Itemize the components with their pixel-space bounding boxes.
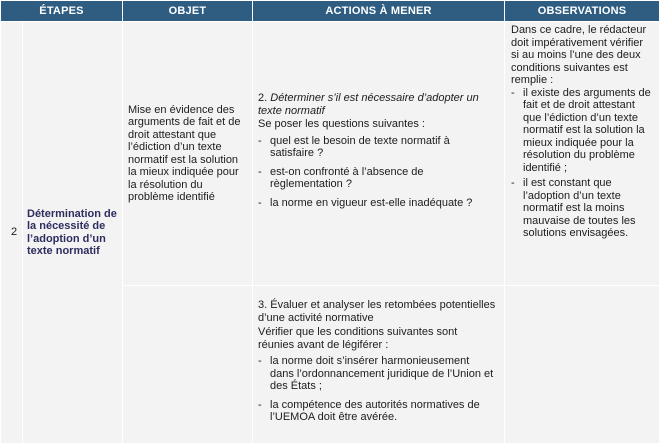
observations-intro: Dans ce cadre, le rédacteur doit impérativement vérifier si au moins l’une des deux conditions suivantes est remplie :	[511, 24, 647, 86]
action-determine-cell	[253, 22, 505, 286]
action-determine-intro: Se poser les questions suivantes :	[258, 118, 425, 130]
step-number: 2	[1, 22, 23, 444]
list-item: - la compétence des autorités normatives de l’UEMOA doit être avérée.	[258, 399, 496, 424]
action-determine-list	[258, 135, 496, 210]
action-evaluate-cell	[253, 286, 505, 444]
observations-list	[511, 87, 653, 240]
observations-cell	[505, 22, 659, 286]
table-header-row	[1, 1, 659, 22]
action-evaluate-intro: Vérifier que les conditions suivantes sont réunies avant de légiférer :	[258, 326, 458, 351]
list-item: - est-on confronté à l’absence de règlementation ?	[258, 166, 496, 191]
objet-cell: Mise en évidence des arguments de fait et de droit attestant que l’édiction d’un texte normatif est la solution la mieux indiquée pour la résolution du problème identifié	[123, 22, 253, 286]
list-item: - la norme doit s’insérer harmonieusement dans l’ordonnancement juridique de l’Union et des États ;	[258, 355, 496, 393]
observations-cell-empty	[505, 286, 659, 444]
header-etapes: ÉTAPES	[1, 1, 123, 22]
step-title: Détermination de la nécessité de l’adoption d’un texte normatif	[23, 22, 123, 444]
list-item: - la norme en vigueur est-elle inadéquate ?	[258, 197, 496, 210]
objet-cell-empty	[123, 286, 253, 444]
list-item: - il existe des arguments de fait et de droit attestant que l’édiction d’un texte normatif est la solution la mieux indiquée pour la résolution du problème identifié ;	[511, 87, 653, 175]
action-evaluate-list	[258, 355, 496, 424]
action-determine-heading: 2. Déterminer s’il est nécessaire d’adopter un texte normatif	[258, 92, 479, 117]
header-actions: ACTIONS À MENER	[253, 1, 505, 22]
header-objet: OBJET	[123, 1, 253, 22]
list-item: - quel est le besoin de texte normatif à satisfaire ?	[258, 135, 496, 160]
list-item: - il est constant que l’adoption d’un texte normatif est la moins mauvaise de toutes les solutions envisagées.	[511, 177, 653, 240]
table-row	[1, 22, 659, 286]
header-observations: OBSERVATIONS	[505, 1, 659, 22]
action-evaluate-heading: 3. Évaluer et analyser les retombées potentielles d’une activité normative	[258, 299, 496, 324]
